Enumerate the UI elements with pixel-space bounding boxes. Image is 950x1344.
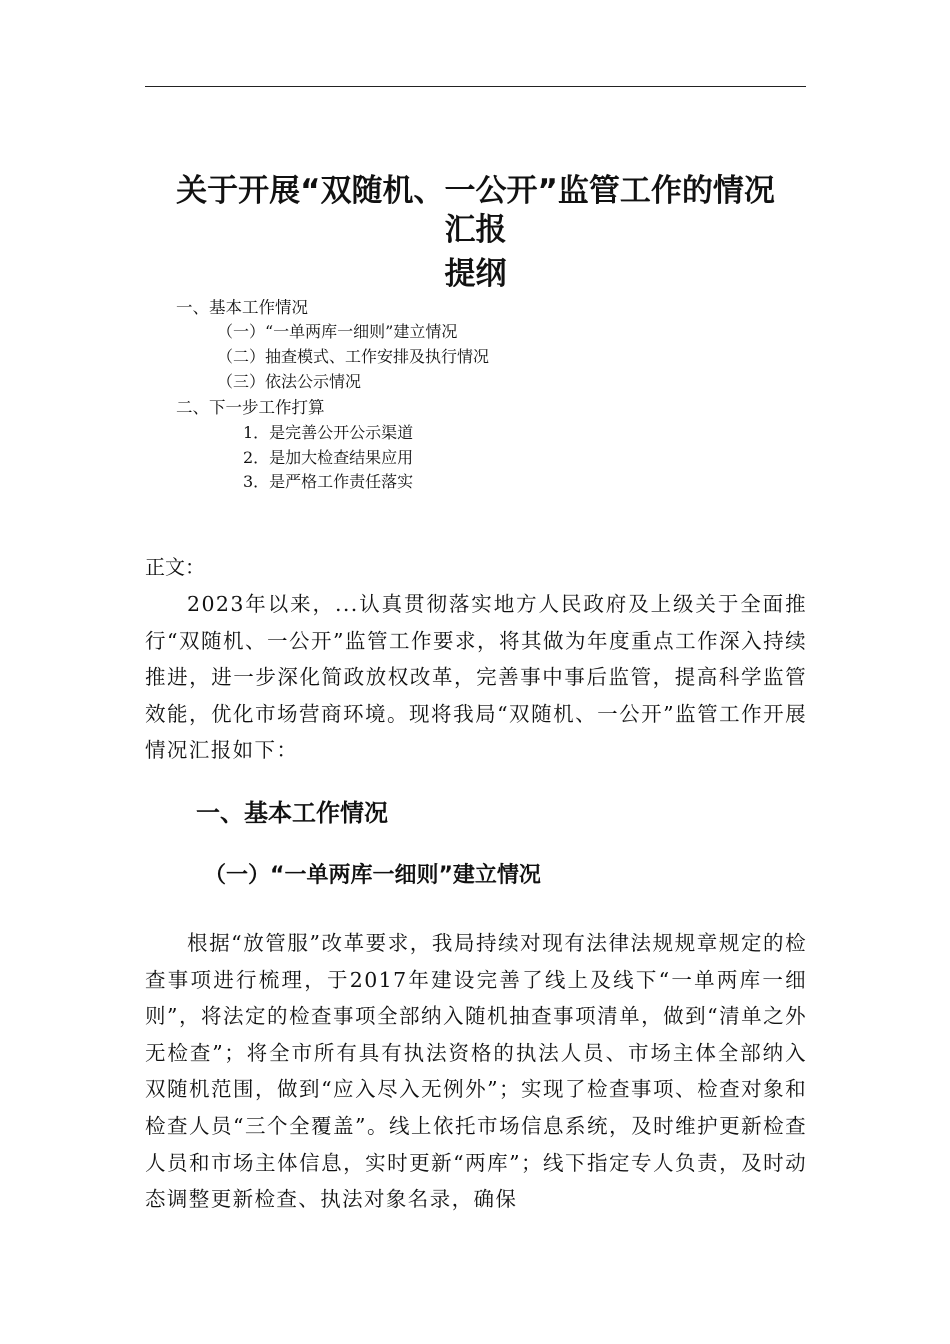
outline-item: （二）抽查模式、工作安排及执行情况: [217, 347, 490, 366]
body-paragraph-1: 2023年以来，...认真贯彻落实地方人民政府及上级关于全面推行“双随机、一公开”监管工作要求，将其做为年度重点工作深入持续推进，进一步深化简政放权改革，完善事中事后监管，提高科学监管效能，优化市场营商环境。现将我局“双随机、一公开”监管工作开展情况汇报如下：: [145, 592, 807, 762]
doc-title-line3: 提纲: [444, 256, 507, 292]
outline-item: 2．是加大检查结果应用: [243, 448, 414, 467]
outline-item: 3．是严格工作责任落实: [243, 472, 414, 491]
outline-item: （三）依法公示情况: [217, 372, 362, 391]
header-rule: [145, 86, 806, 87]
outline-section-1: 一、基本工作情况: [176, 298, 308, 317]
doc-title-line1: 关于开展“双随机、一公开”监管工作的情况: [176, 173, 775, 209]
body-paragraph-2: 根据“放管服”改革要求，我局持续对现有法律法规规章规定的检查事项进行梳理，于2017年建设完善了线上及线下“一单两库一细则”，将法定的检查事项全部纳入随机抽查事项清单，做到“清单之外无检查”；将全市所有具有执法资格的执法人员、市场主体全部纳入双随机范围，做到“应入尽入无例外”；实现了检查事项、检查对象和检查人员“三个全覆盖”。线上依托市场信息系统，及时维护更新检查人员和市场主体信息，实时更新“两库”；线下指定专人负责，及时动态调整更新检查、执法对象名录，确保: [145, 931, 807, 1212]
outline-section-2: 二、下一步工作打算: [176, 398, 325, 417]
doc-title-line2: 汇报: [444, 212, 507, 248]
outline-item: 1．是完善公开公示渠道: [243, 423, 414, 442]
outline-item: （一）“一单两库一细则”建立情况: [217, 322, 458, 341]
body-label: 正文：: [145, 555, 205, 579]
section-heading-1: 一、基本工作情况: [196, 799, 388, 827]
subsection-heading-1: （一）“一单两库一细则”建立情况: [204, 863, 541, 888]
